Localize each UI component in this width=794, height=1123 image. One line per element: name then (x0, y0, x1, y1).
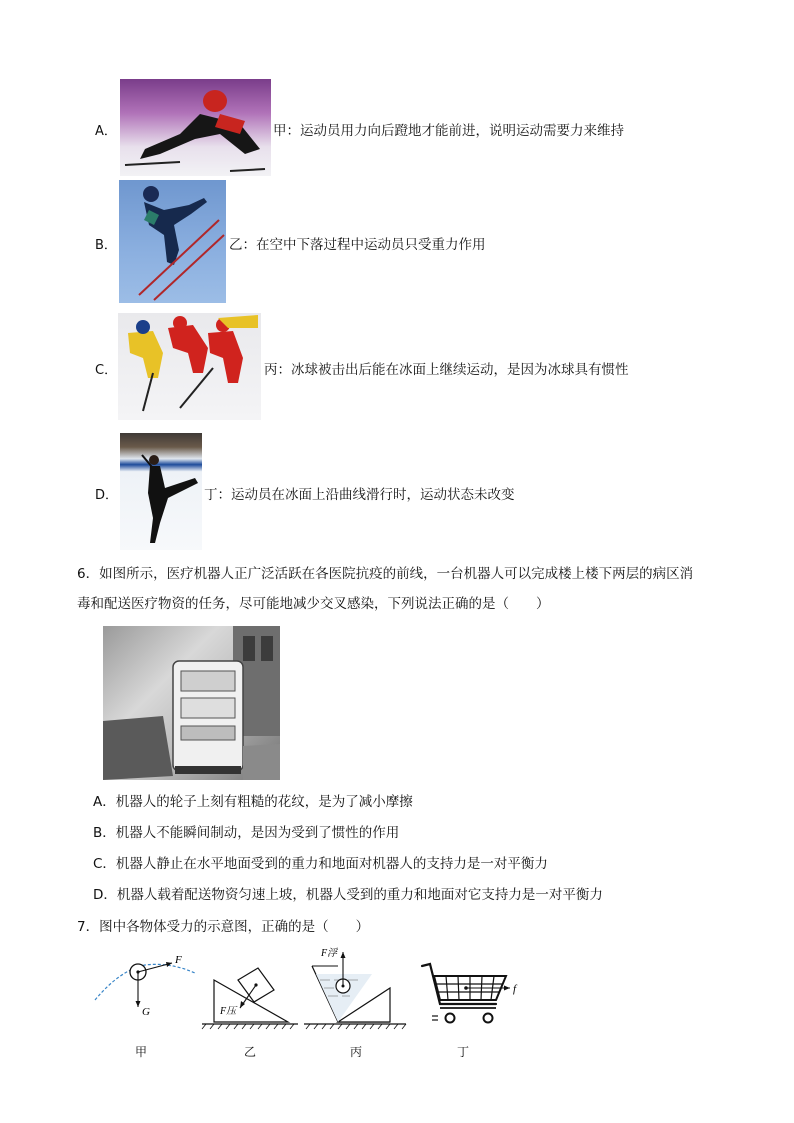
freestyle-skier-photo (119, 180, 226, 303)
q7-stem: 7．图中各物体受力的示意图，正确的是（ ） (77, 919, 370, 935)
speed-skater-photo (120, 79, 271, 176)
option-a-letter: A． (95, 124, 117, 139)
q6-option-d: D．机器人载着配送物资匀速上坡，机器人受到的重力和地面对它支持力是一对平衡力 (93, 887, 603, 903)
option-a-text: 甲：运动员用力向后蹬地才能前进，说明运动需要力来维持 (273, 123, 624, 139)
force-label-f: F (175, 954, 182, 966)
figure-yi-diagram (200, 950, 300, 1032)
figure-skater-photo (120, 433, 202, 550)
force-label-f-ya: F压 (220, 1006, 237, 1017)
option-d-text: 丁：运动员在冰面上沿曲线滑行时，运动状态未改变 (204, 487, 515, 503)
option-c-letter: C． (95, 363, 118, 378)
q6-option-a: A．机器人的轮子上刻有粗糙的花纹，是为了减小摩擦 (93, 794, 413, 810)
option-b-text: 乙：在空中下落过程中运动员只受重力作用 (229, 237, 486, 253)
medical-robot-photo (103, 626, 280, 780)
q6-option-b: B．机器人不能瞬间制动，是因为受到了惯性的作用 (93, 825, 400, 841)
figure-bing-diagram (302, 940, 410, 1032)
option-d-letter: D． (95, 488, 119, 503)
figure-jia-label: 甲 (134, 1045, 147, 1059)
force-label-friction: f (513, 983, 517, 995)
force-label-g: G (142, 1006, 150, 1018)
figure-jia-diagram (90, 945, 200, 1025)
figure-ding-label: 丁 (456, 1045, 469, 1059)
q6-stem-line1: 6．如图所示，医疗机器人正广泛活跃在各医院抗疫的前线，一台机器人可以完成楼上楼下两层的病区消 (77, 566, 694, 582)
force-label-f-fu: F浮 (321, 948, 338, 959)
figure-yi-label: 乙 (243, 1045, 256, 1059)
ice-hockey-photo (118, 313, 261, 420)
figure-bing-label: 丙 (349, 1045, 362, 1059)
figure-ding-diagram (418, 958, 526, 1030)
q6-option-c: C．机器人静止在水平地面受到的重力和地面对机器人的支持力是一对平衡力 (93, 856, 548, 872)
q6-stem-line2: 毒和配送医疗物资的任务，尽可能地减少交叉感染，下列说法正确的是（ ） (77, 596, 550, 612)
option-c-text: 丙：冰球被击出后能在冰面上继续运动，是因为冰球具有惯性 (264, 362, 629, 378)
option-b-letter: B． (95, 238, 117, 253)
